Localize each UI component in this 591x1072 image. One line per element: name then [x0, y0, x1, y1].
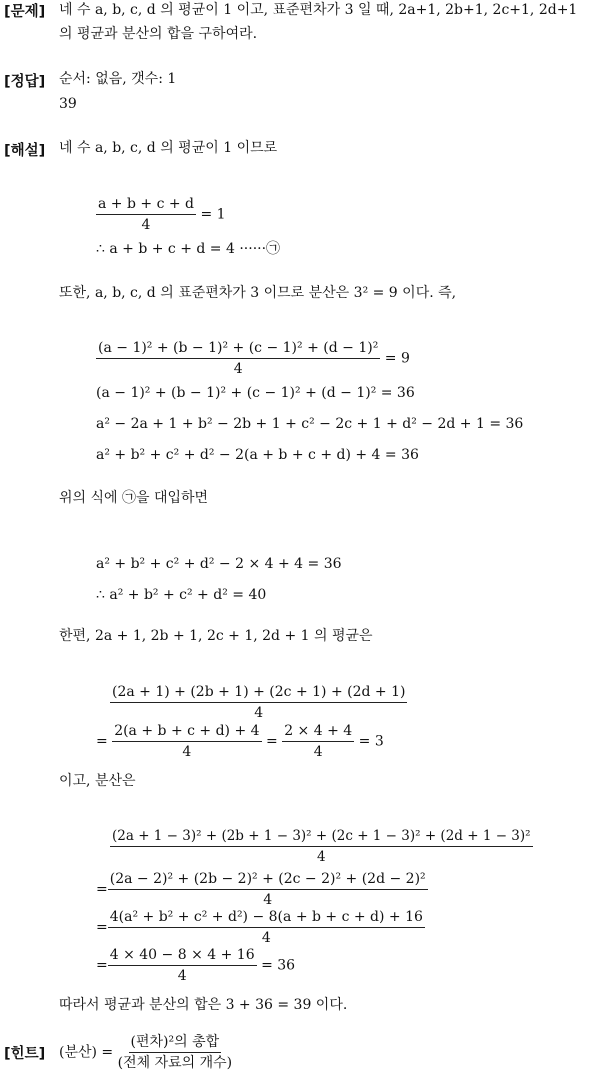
equals-sign: = — [96, 733, 108, 750]
fraction-denominator: 4 — [141, 217, 151, 233]
fraction-denominator: 4 — [317, 849, 326, 865]
equals-sign: = — [96, 919, 108, 936]
fraction-denominator: 4 — [313, 744, 323, 760]
solution-text-4: 한편, 2a + 1, 2b + 1, 2c + 1, 2d + 1 의 평균은 — [59, 628, 373, 644]
equation-expanded: a² − 2a + 1 + b² − 2b + 1 + c² − 2c + 1 + d² − 2d + 1 = 36 — [96, 416, 524, 432]
answer-label: [정답] — [4, 74, 46, 90]
equation-variance-step-2 — [96, 909, 425, 946]
equation-rhs: = 36 — [261, 957, 296, 974]
equation-rhs: = 9 — [384, 350, 410, 367]
fraction-numerator: 2(a + b + c + d) + 4 — [112, 723, 261, 742]
hint-lhs: (분산) = — [59, 1044, 114, 1061]
fraction-numerator: (2a + 1) + (2b + 1) + (2c + 1) + (2d + 1) — [110, 684, 407, 703]
equation-rhs: = 3 — [358, 733, 384, 750]
equation-rhs: = 1 — [200, 206, 226, 223]
hint-formula — [59, 1034, 232, 1071]
equals-sign: = — [96, 957, 108, 974]
problem-line-2: 의 평균과 분산의 합을 구하여라. — [59, 26, 258, 42]
solution-conclusion: 따라서 평균과 분산의 합은 3 + 36 = 39 이다. — [59, 997, 348, 1013]
equation-squared-sum: (a − 1)² + (b − 1)² + (c − 1)² + (d − 1)² = 36 — [96, 385, 415, 401]
solution-text-3: 위의 식에 ㉠을 대입하면 — [59, 490, 209, 506]
equation-new-mean-fraction — [110, 684, 407, 721]
fraction-denominator: 4 — [177, 968, 187, 984]
equation-new-variance-fraction — [110, 828, 533, 865]
equation-substituted: a² + b² + c² + d² − 2 × 4 + 4 = 36 — [96, 556, 342, 572]
solution-intro: 네 수 a, b, c, d 의 평균이 1 이므로 — [59, 140, 278, 156]
equals-sign: = — [266, 733, 278, 750]
fraction-denominator: 4 — [233, 361, 243, 377]
equals-sign: = — [96, 881, 108, 898]
fraction-numerator: (2a + 1 − 3)² + (2b + 1 − 3)² + (2c + 1 − 3)² + (2d + 1 − 3)² — [110, 828, 533, 847]
fraction-denominator: 4 — [261, 930, 271, 946]
equation-mean-fraction — [96, 196, 226, 233]
solution-text-2: 또한, a, b, c, d 의 표준편차가 3 이므로 분산은 3² = 9 이다. 즉, — [59, 285, 457, 301]
problem-line-1: 네 수 a, b, c, d 의 평균이 1 이고, 표준편차가 3 일 때, 2a+1, 2b+1, 2c+1, 2d+1 — [59, 2, 578, 18]
fraction-numerator: 2 × 4 + 4 — [282, 723, 354, 742]
answer-line-2: 39 — [59, 96, 77, 112]
fraction-denominator: (전체 자료의 개수) — [117, 1055, 233, 1071]
solution-text-5: 이고, 분산은 — [59, 773, 136, 789]
equation-variance-fraction — [96, 340, 410, 377]
fraction-denominator: 4 — [263, 892, 273, 908]
fraction-numerator: 4(a² + b² + c² + d²) − 8(a + b + c + d) + 16 — [108, 909, 425, 928]
hint-label: [힌트] — [4, 1046, 46, 1062]
fraction-numerator: (a − 1)² + (b − 1)² + (c − 1)² + (d − 1)² — [96, 340, 380, 359]
equation-variance-step-1 — [96, 871, 428, 908]
fraction-numerator: (편차)²의 총합 — [129, 1034, 222, 1053]
fraction-numerator: 4 × 40 − 8 × 4 + 16 — [108, 947, 257, 966]
equation-sum-result: ∴ a + b + c + d = 4 ······㉠ — [96, 241, 281, 257]
fraction-numerator: a + b + c + d — [96, 196, 196, 215]
equation-new-mean-result — [96, 723, 384, 760]
fraction-denominator: 4 — [254, 705, 264, 721]
equation-sum-of-squares: ∴ a² + b² + c² + d² = 40 — [96, 587, 267, 603]
fraction-numerator: (2a − 2)² + (2b − 2)² + (2c − 2)² + (2d − 2)² — [108, 871, 428, 890]
solution-label: [해설] — [4, 143, 46, 159]
equation-simplified: a² + b² + c² + d² − 2(a + b + c + d) + 4 = 36 — [96, 447, 419, 463]
problem-label: [문제] — [4, 4, 46, 20]
equation-variance-step-3 — [96, 947, 295, 984]
fraction-denominator: 4 — [182, 744, 192, 760]
answer-line-1: 순서: 없음, 갯수: 1 — [59, 71, 177, 87]
